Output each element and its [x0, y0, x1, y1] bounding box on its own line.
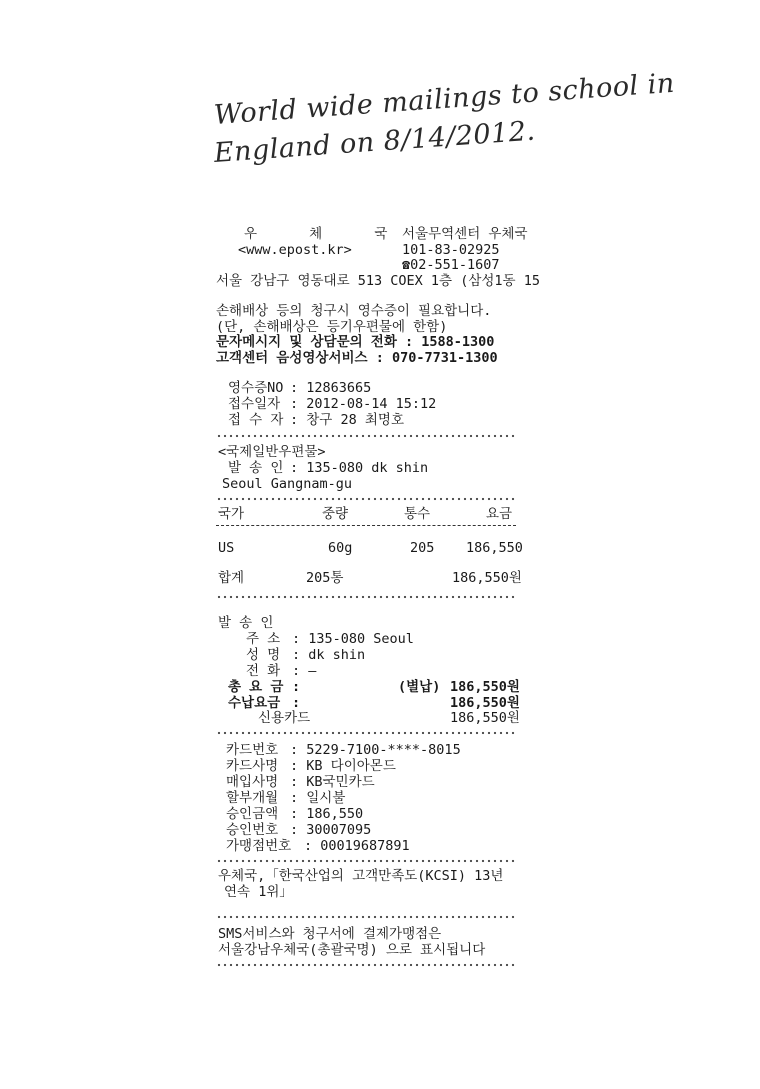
total-fee-value: 186,550원 — [450, 679, 520, 695]
row-weight: 60g — [328, 540, 353, 556]
table-header-weight: 중량 — [322, 506, 349, 522]
divider — [216, 962, 516, 967]
sender-label: 발 송 인 — [228, 460, 284, 476]
approval-no-label: 승인번호 — [226, 822, 279, 838]
office-address: 서울 강남구 영동대로 513 COEX 1층 (삼성1동 15 — [216, 273, 540, 289]
approved-amount-label: 승인금액 — [226, 806, 279, 822]
receipt-no-value: 12863665 — [306, 380, 372, 396]
approved-amount-value: 186,550 — [306, 806, 364, 822]
row-count: 205 — [410, 540, 435, 556]
website: <www.epost.kr> — [238, 242, 352, 258]
acquirer-value: KB국민카드 — [306, 774, 375, 790]
divider — [216, 914, 516, 919]
divider — [216, 433, 516, 438]
business-number: 101-83-02925 — [402, 242, 500, 258]
phone-label: 전 화 — [246, 663, 281, 679]
sender-block-title: 발 송 인 — [218, 615, 274, 631]
card-company-value: KB 다이아몬드 — [306, 758, 396, 774]
divider — [216, 594, 516, 599]
office-name: 서울무역센터 우체국 — [402, 226, 528, 242]
notice-line-2: (단, 손해배상은 등기우편물에 한함) — [216, 319, 448, 335]
divider — [216, 730, 516, 735]
table-header-fee: 요금 — [486, 506, 513, 522]
award-line-2: 연속 1위」 — [224, 884, 293, 900]
credit-card-label: 신용카드 — [258, 710, 311, 726]
handwritten-note-line-1: World wide mailings to school in — [212, 67, 676, 131]
mail-type-title: <국제일반우편물> — [218, 444, 326, 460]
card-no-label: 카드번호 — [226, 742, 279, 758]
installment-value: 일시불 — [306, 790, 346, 806]
receipt-crop-edge — [544, 270, 574, 290]
table-header-count: 통수 — [404, 506, 431, 522]
clerk-value: 창구 28 최명호 — [306, 412, 404, 428]
divider — [216, 496, 516, 501]
clerk-label: 접 수 자 — [228, 412, 284, 428]
office-label: 우 체 국 — [244, 226, 410, 242]
card-no-value: 5229-7100-****-8015 — [306, 742, 461, 758]
sender-value: 135-080 dk shin — [306, 460, 429, 476]
name-value: dk shin — [308, 647, 366, 663]
notice-line-4: 고객센터 음성영상서비스 : 070-7731-1300 — [216, 350, 498, 366]
row-country: US — [218, 540, 235, 556]
address-value: 135-080 Seoul — [308, 631, 414, 647]
table-header-country: 국가 — [218, 506, 245, 522]
acquirer-label: 매입사명 — [226, 774, 279, 790]
card-company-label: 카드사명 — [226, 758, 279, 774]
merchant-no-value: 00019687891 — [320, 838, 410, 854]
sender-city: Seoul Gangnam-gu — [222, 476, 353, 492]
award-line-1: 우체국,「한국산업의 고객만족도(KCSI) 13년 — [218, 868, 504, 884]
address-label: 주 소 — [246, 631, 281, 647]
date-label: 접수일자 — [228, 396, 281, 412]
installment-label: 할부개월 — [226, 790, 279, 806]
paid-fee-label: 수납요금 — [228, 695, 281, 711]
name-label: 성 명 — [246, 647, 281, 663]
notice-line-3: 문자메시지 및 상담문의 전화 : 1588-1300 — [216, 334, 495, 350]
handwritten-note-line-2: England on 8/14/2012. — [212, 115, 537, 169]
sms-line-2: 서울강남우체국(총괄국명) 으로 표시됩니다 — [218, 942, 486, 958]
total-count: 205통 — [306, 570, 344, 586]
paid-fee-value: 186,550원 — [450, 695, 520, 711]
sms-line-1: SMS서비스와 청구서에 결제가맹점은 — [218, 926, 442, 942]
office-phone: ☎02-551-1607 — [402, 257, 500, 273]
date-value: 2012-08-14 15:12 — [306, 396, 437, 412]
divider — [216, 525, 516, 526]
receipt-no-label: 영수증NO — [228, 380, 284, 396]
credit-card-value: 186,550원 — [450, 710, 520, 726]
total-fee-note: (별납) — [398, 679, 441, 695]
total-fee-label: 총 요 금 — [228, 679, 284, 695]
approval-no-value: 30007095 — [306, 822, 372, 838]
divider — [216, 858, 516, 863]
total-amount: 186,550원 — [452, 570, 522, 586]
phone-value: — — [308, 663, 317, 679]
total-label: 합계 — [218, 570, 245, 586]
merchant-no-label: 가맹점번호 — [226, 838, 292, 854]
row-fee: 186,550 — [466, 540, 523, 556]
notice-line-1: 손해배상 등의 청구시 영수증이 필요합니다. — [216, 303, 492, 319]
